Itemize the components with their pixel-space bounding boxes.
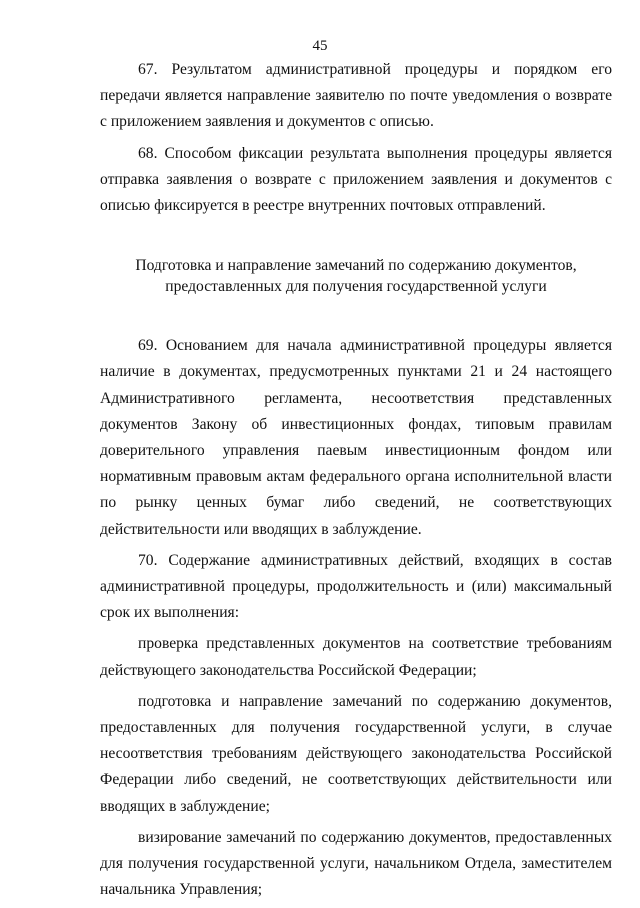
paragraph-68: 68. Способом фиксации результата выполнения процедуры является отправка заявления о возврате с приложением заявления и документов с описью фиксируется в реестре внутренних почтовых отправлений. xyxy=(100,144,612,215)
page-number: 45 xyxy=(312,38,328,54)
section-heading xyxy=(100,255,612,297)
list-item-preparation: подготовка и направление замечаний по содержанию документов, предоставленных для получения государственной услуги, в случае несоответствия требованиям действующего законодательства Российской Федерации либо сведений, не соответствующих действительности или вводящих в заблуждение; xyxy=(100,692,612,815)
section-heading-line-1: Подготовка и направление замечаний по содержанию документов, xyxy=(135,257,577,275)
paragraph-69: 69. Основанием для начала административной процедуры является наличие в документах, предусмотренных пунктами 21 и 24 настоящего Административного регламента, несоответствия представленных документов Закону об инвестиционных фондах, типовым правилам доверительного управления паевым инвестиционным фондом или нормативным правовым актам федерального органа исполнительной власти по рынку ценных бумаг либо сведений, не соответствующих действительности или вводящих в заблуждение. xyxy=(100,337,612,538)
paragraph-70: 70. Содержание административных действий, входящих в состав административной процедуры, продолжительность и (или) максимальный срок их выполнения: xyxy=(100,551,612,622)
list-item-approval: визирование замечаний по содержанию документов, предоставленных для получения государственной услуги, начальником Отдела, заместителем начальника Управления; xyxy=(100,828,612,899)
paragraph-67: 67. Результатом административной процедуры и порядком его передачи является направление заявителю по почте уведомления о возврате с приложением заявления и документов с описью. xyxy=(100,61,612,131)
section-heading-line-2: предоставленных для получения государственной услуги xyxy=(165,278,547,296)
document-body xyxy=(100,57,612,908)
list-item-verification: проверка представленных документов на соответствие требованиям действующего законодательства Российской Федерации; xyxy=(100,635,612,679)
